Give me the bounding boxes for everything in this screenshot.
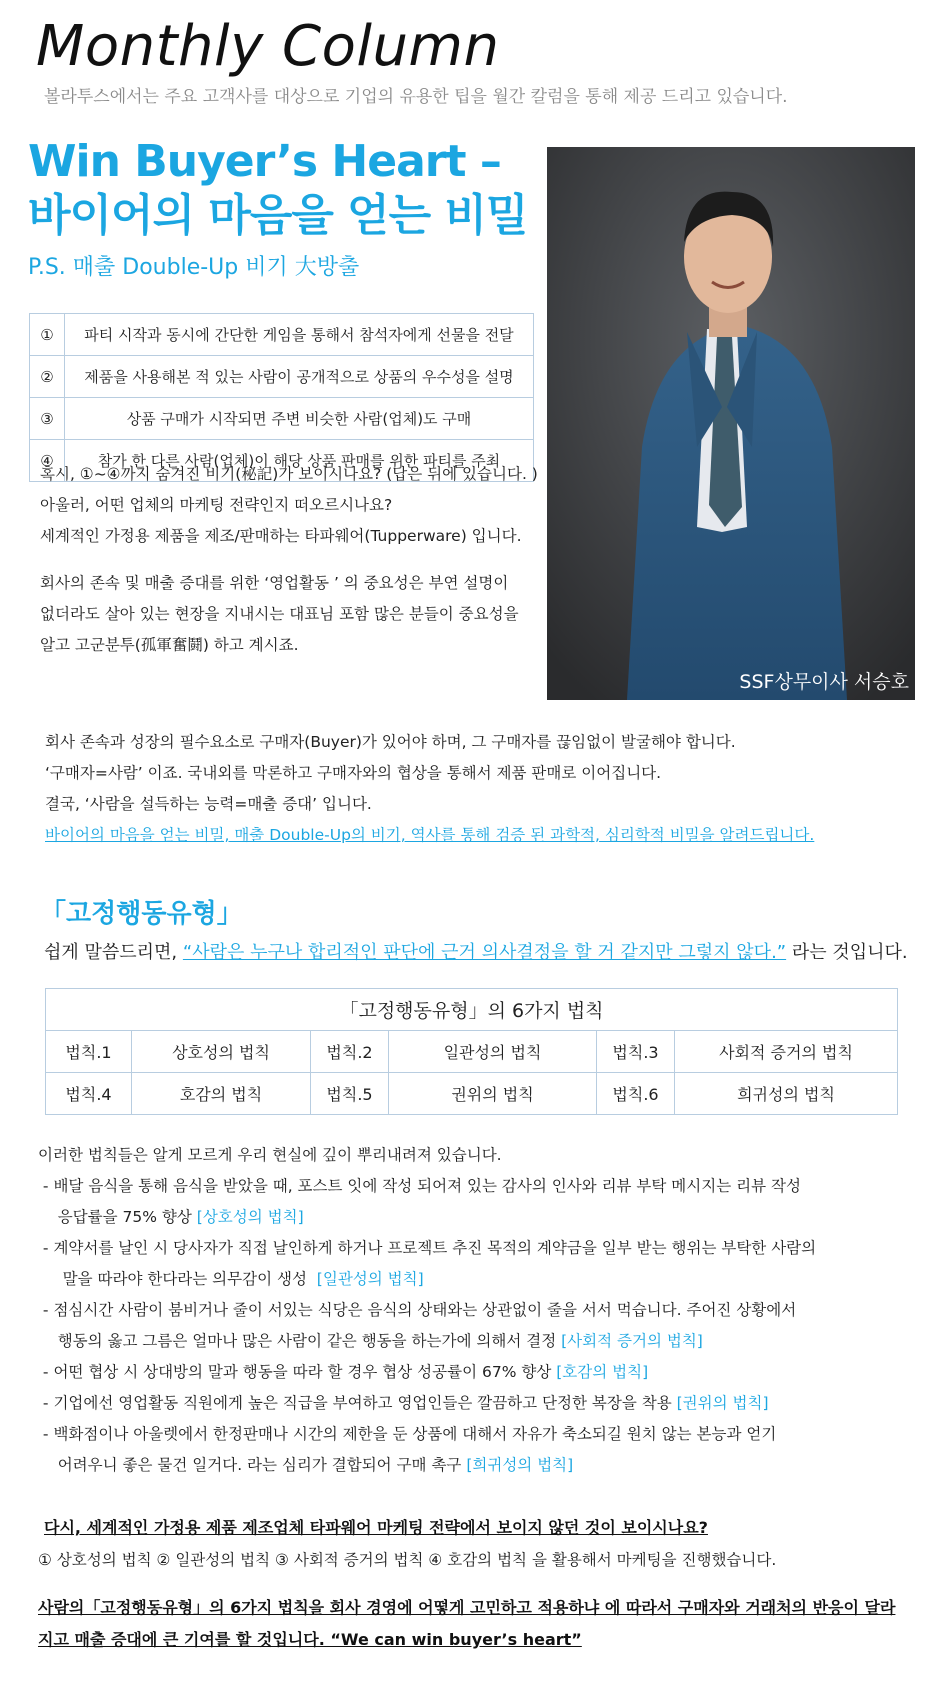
- paragraph-line: ‘구매자=사람’ 이죠. 국내외를 막론하고 구매자와의 협상을 통해서 제품 판매로 이어집니다.: [45, 764, 662, 782]
- list-item-text: - 배달 음식을 통해 음식을 받았을 때, 포스트 잇에 작성 되어져 있는 감사의 인사와 리뷰 부탁 메시지는 리뷰 작성: [38, 1177, 801, 1195]
- law-number: 법칙.2: [311, 1031, 389, 1073]
- section-lead: [44, 938, 908, 964]
- lead-suffix: 라는 것입니다.: [786, 942, 908, 963]
- paragraph-line: 아울러, 어떤 업체의 마케팅 전략인지 떠오르시나요?: [40, 496, 393, 514]
- column-masthead: Monthly Column: [36, 14, 500, 79]
- column-intro: 볼라투스에서는 주요 고객사를 대상으로 기업의 유용한 팁을 월간 칼럼을 통해 제공 드리고 있습니다.: [44, 87, 788, 107]
- photo-caption: SSF상무이사 서승호: [739, 671, 909, 693]
- examples-list: [38, 1140, 816, 1481]
- section-title: 「고정행동유형」: [40, 899, 243, 929]
- paragraph-line: 세계적인 가정용 제품을 제조/판매하는 타파웨어(Tupperware) 입니다.: [40, 527, 522, 545]
- paragraph-line: 혹시, ①~④까지 숨겨진 비기(秘記)가 보이시나요? (답은 뒤에 있습니다. ): [40, 465, 538, 483]
- list-item: [38, 1264, 816, 1295]
- steps-row: [30, 398, 534, 440]
- law-tag: [상호성의 법칙]: [196, 1208, 304, 1226]
- lead-prefix: 쉽게 말씀드리면,: [44, 942, 183, 963]
- list-item: [38, 1326, 816, 1357]
- list-item-text: - 계약서를 날인 시 당사자가 직접 날인하게 하거나 프로젝트 추진 목적의 계약금을 일부 받는 행위는 부탁한 사람의: [38, 1239, 817, 1257]
- law-name: 일관성의 법칙: [389, 1031, 597, 1073]
- closing-question: 다시, 세계적인 가정용 제품 제조업체 타파웨어 마케팅 전략에서 보이지 않던 것이 보이시나요?: [44, 1518, 708, 1537]
- step-number: ④: [30, 440, 65, 482]
- list-item: [38, 1450, 816, 1481]
- law-number: 법칙.1: [46, 1031, 132, 1073]
- paragraph-line: 알고 고군분투(孤軍奮鬪) 하고 계시죠.: [40, 636, 299, 654]
- secret-link[interactable]: 바이어의 마음을 얻는 비밀, 매출 Double-Up의 비기, 역사를 통해 검증 된 과학적, 심리학적 비밀을 알려드립니다.: [45, 826, 815, 844]
- table-row: [46, 1031, 898, 1073]
- law-tag: [호감의 법칙]: [556, 1363, 649, 1381]
- law-name: 상호성의 법칙: [132, 1031, 311, 1073]
- article-subtitle: P.S. 매출 Double-Up 비기 大방출: [28, 255, 360, 280]
- author-portrait-image: [547, 147, 915, 700]
- paragraph-buyer: [45, 727, 814, 851]
- step-number: ①: [30, 314, 65, 356]
- list-item-text: 어려우니 좋은 물건 일거다. 라는 심리가 결합되어 구매 촉구: [38, 1456, 467, 1474]
- law-tag: [희귀성의 법칙]: [466, 1456, 574, 1474]
- step-text: 제품을 사용해본 적 있는 사람이 공개적으로 상품의 우수성을 설명: [65, 356, 534, 398]
- step-text: 상품 구매가 시작되면 주변 비슷한 사람(업체)도 구매: [65, 398, 534, 440]
- list-item: [38, 1388, 816, 1419]
- author-photo: [547, 147, 915, 700]
- law-tag: [일관성의 법칙]: [316, 1270, 424, 1288]
- paragraph-line: 회사 존속과 성장의 필수요소로 구매자(Buyer)가 있어야 하며, 그 구매자를 끊임없이 발굴해야 합니다.: [45, 733, 736, 751]
- laws-table: [45, 988, 898, 1115]
- list-item-text: - 기업에선 영업활동 직원에게 높은 직급을 부여하고 영업인들은 깔끔하고 단정한 복장을 착용: [38, 1394, 677, 1412]
- list-item: [38, 1295, 816, 1326]
- table-row: [46, 1073, 898, 1115]
- law-number: 법칙.3: [597, 1031, 675, 1073]
- steps-table: [29, 313, 534, 482]
- list-item-text: 말을 따라야 한다라는 의무감이 생성: [38, 1270, 317, 1288]
- paragraph-line: 결국, ‘사람을 설득하는 능력=매출 증대’ 입니다.: [45, 795, 372, 813]
- examples-intro: 이러한 법칙들은 알게 모르게 우리 현실에 깊이 뿌리내려져 있습니다.: [38, 1146, 502, 1164]
- steps-row: [30, 356, 534, 398]
- article-title-line-1: Win Buyer’s Heart –: [28, 136, 501, 187]
- laws-table-header: 「고정행동유형」의 6가지 법칙: [46, 989, 898, 1031]
- law-name: 권위의 법칙: [389, 1073, 597, 1115]
- list-item: [38, 1202, 816, 1233]
- law-name: 사회적 증거의 법칙: [675, 1031, 898, 1073]
- law-tag: [사회적 증거의 법칙]: [561, 1332, 703, 1350]
- list-item: [38, 1419, 816, 1450]
- article-title: [28, 135, 528, 243]
- list-item-text: - 백화점이나 아울렛에서 한정판매나 시간의 제한을 둔 상품에 대해서 자유가 축소되길 원치 않는 본능과 얻기: [38, 1425, 777, 1443]
- laws-header-row: [46, 989, 898, 1031]
- step-number: ③: [30, 398, 65, 440]
- law-name: 호감의 법칙: [132, 1073, 311, 1115]
- list-item: [38, 1171, 816, 1202]
- law-tag: [권위의 법칙]: [676, 1394, 769, 1412]
- closing-conclusion: 사람의「고정행동유형」의 6가지 법칙을 회사 경영에 어떻게 고민하고 적용하냐 에 따라서 구매자와 거래처의 반응이 달라지고 매출 증대에 큰 기여를 할 것입니다. “We can win buyer’s heart”: [38, 1598, 896, 1649]
- paragraph-line: 회사의 존속 및 매출 증대를 위한 ‘영업활동 ’ 의 중요성은 부연 설명이: [40, 574, 509, 592]
- paragraph-intro: [40, 459, 538, 552]
- step-text: 파티 시작과 동시에 간단한 게임을 통해서 참석자에게 선물을 전달: [65, 314, 534, 356]
- law-number: 법칙.5: [311, 1073, 389, 1115]
- law-name: 희귀성의 법칙: [675, 1073, 898, 1115]
- list-item: [38, 1357, 816, 1388]
- paragraph-line: 없더라도 살아 있는 현장을 지내시는 대표님 포함 많은 분들이 중요성을: [40, 605, 519, 623]
- lead-quote-link[interactable]: “사람은 누구나 합리적인 판단에 근거 의사결정을 할 거 같지만 그렇지 않다.”: [182, 942, 787, 963]
- step-number: ②: [30, 356, 65, 398]
- list-item-text: 응답률을 75% 향상: [38, 1208, 197, 1226]
- list-item: [38, 1233, 816, 1264]
- law-number: 법칙.4: [46, 1073, 132, 1115]
- step-text: 참가 한 다른 사람(업체)이 해당 상품 판매를 위한 파티를 주최: [65, 440, 534, 482]
- law-number: 법칙.6: [597, 1073, 675, 1115]
- list-item-text: - 점심시간 사람이 붐비거나 줄이 서있는 식당은 음식의 상태와는 상관없이 줄을 서서 먹습니다. 주어진 상황에서: [38, 1301, 797, 1319]
- article-title-line-2: 바이어의 마음을 얻는 비밀: [28, 190, 528, 241]
- closing-answer: ① 상호성의 법칙 ② 일관성의 법칙 ③ 사회적 증거의 법칙 ④ 호감의 법칙 을 활용해서 마케팅을 진행했습니다.: [38, 1551, 777, 1569]
- paragraph-importance: [40, 568, 519, 661]
- list-item-text: 행동의 옳고 그름은 얼마나 많은 사람이 같은 행동을 하는가에 의해서 결정: [38, 1332, 562, 1350]
- steps-row: [30, 314, 534, 356]
- list-item-text: - 어떤 협상 시 상대방의 말과 행동을 따라 할 경우 협상 성공률이 67% 향상: [38, 1363, 557, 1381]
